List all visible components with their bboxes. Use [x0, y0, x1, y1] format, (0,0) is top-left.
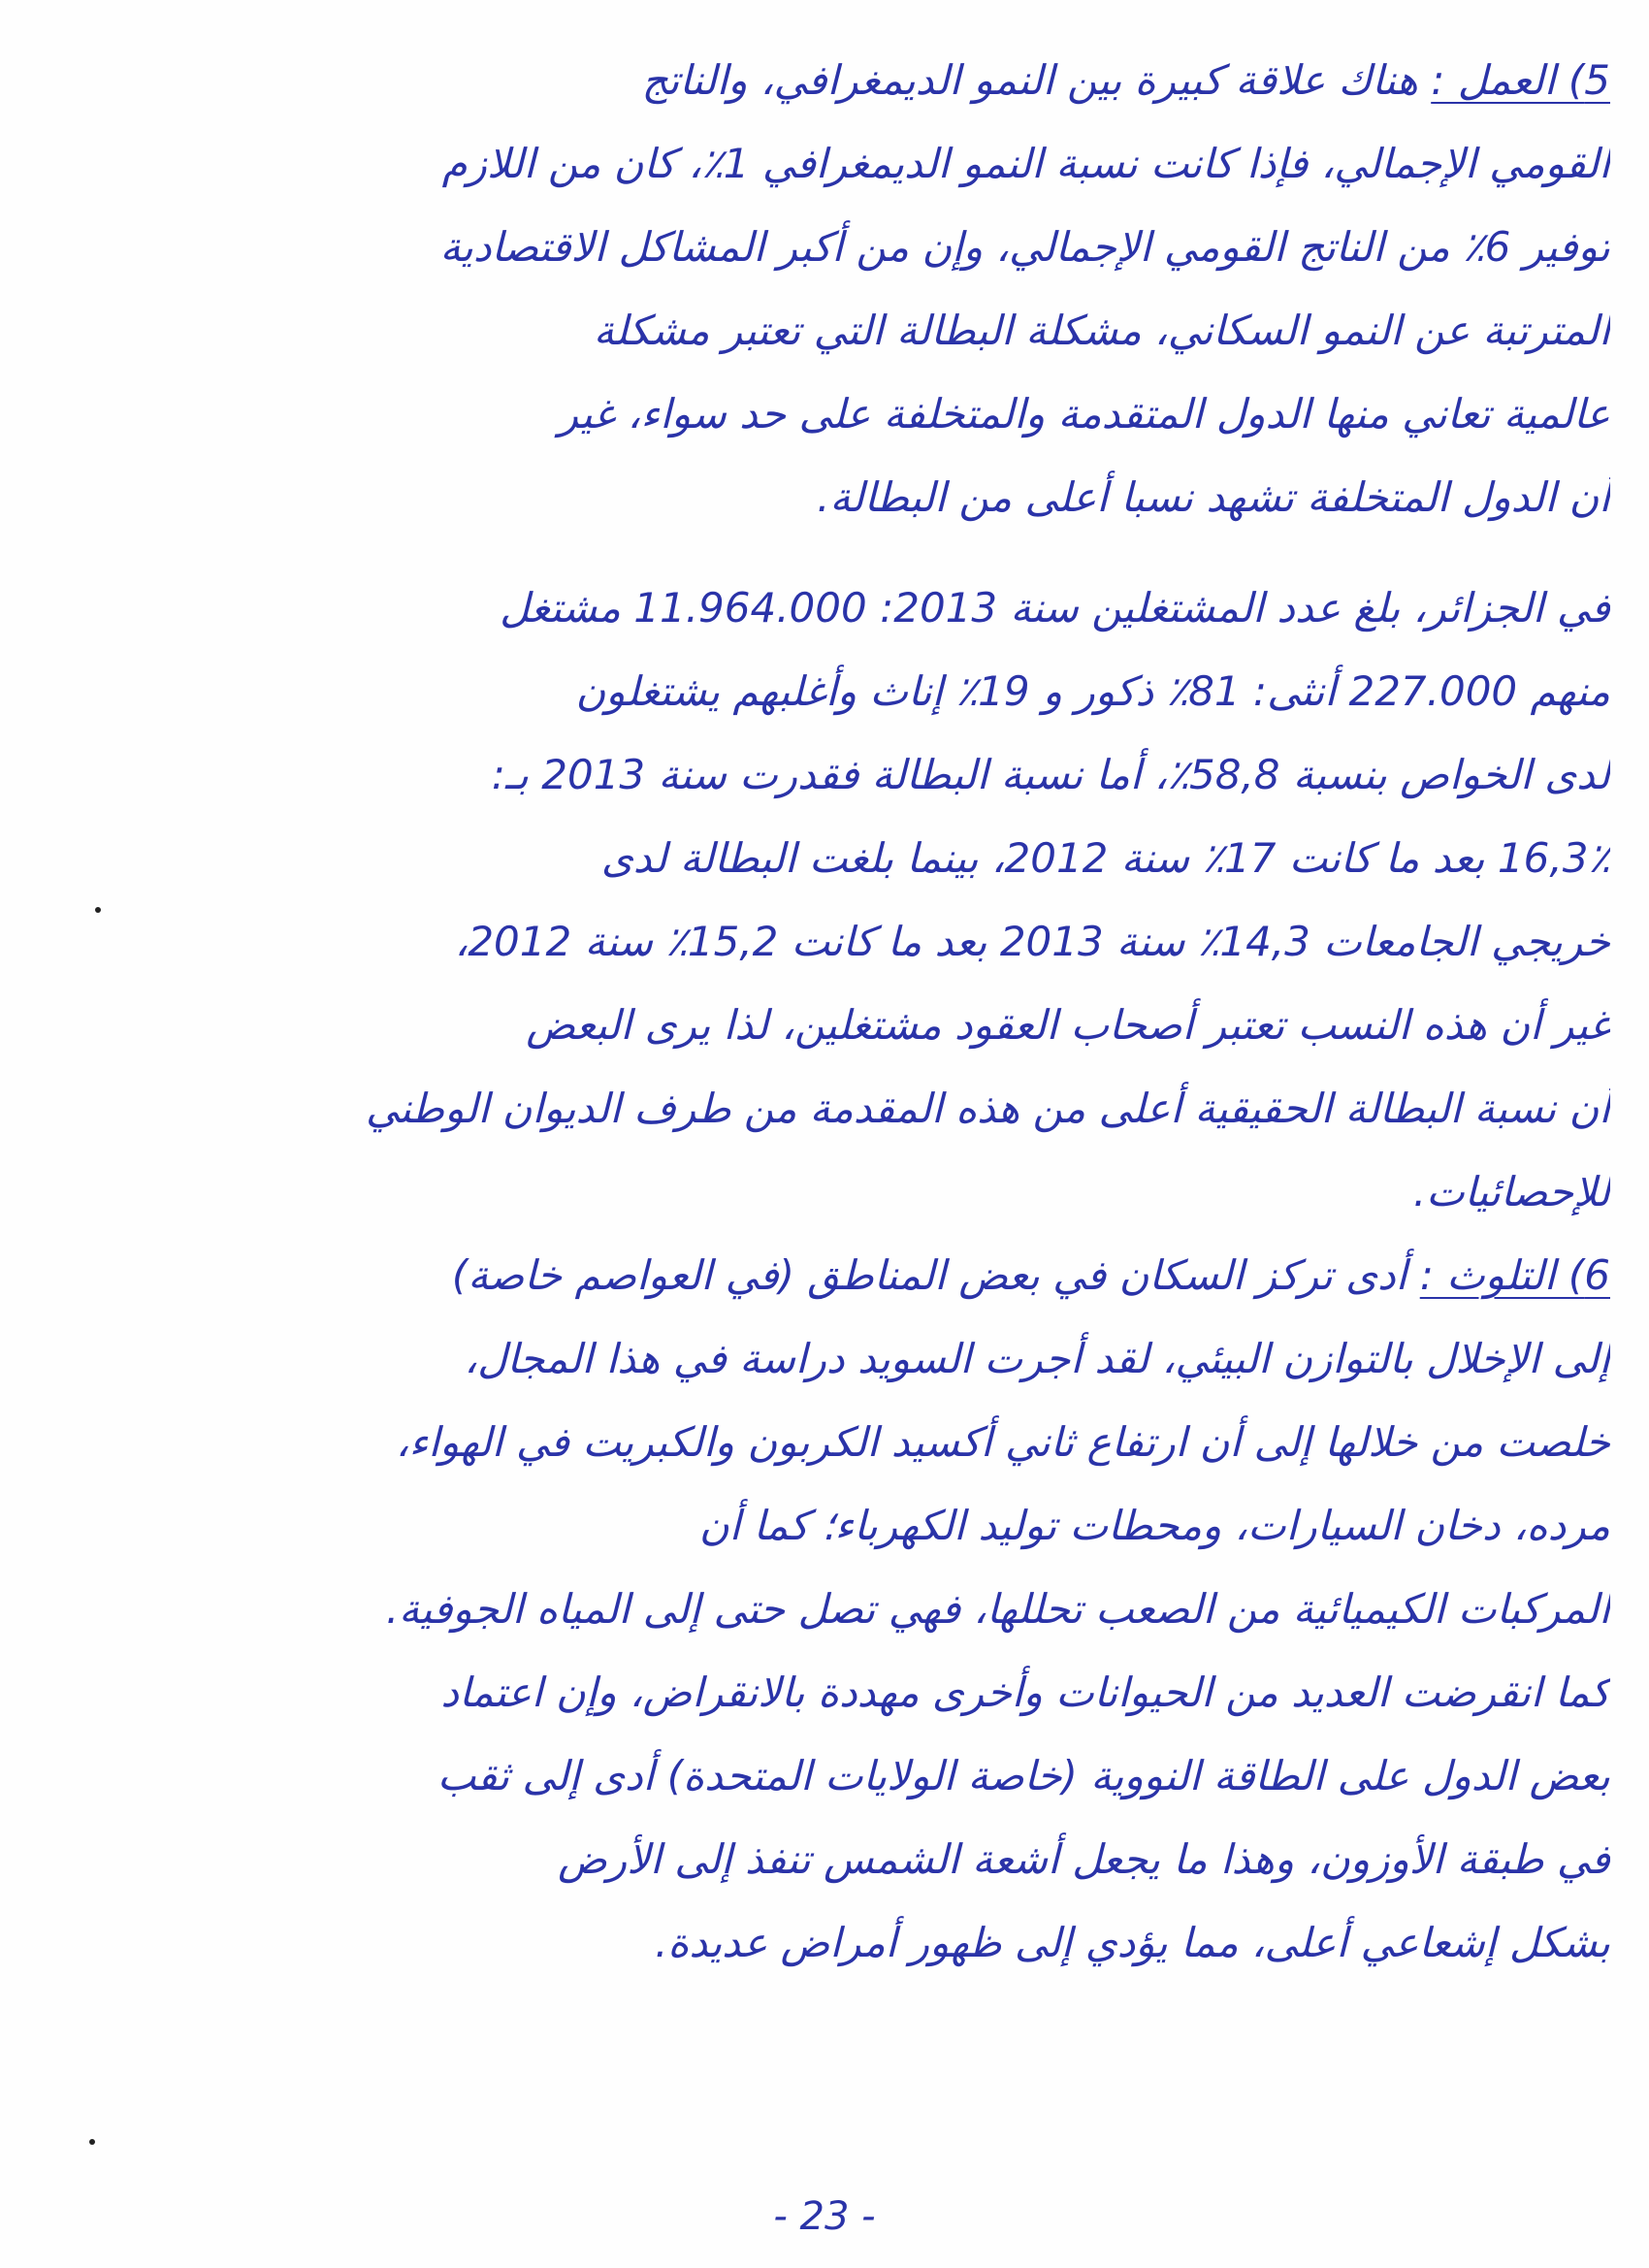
text-line: هناك علاقة كبيرة بين النمو الديمغرافي، والناتج: [641, 56, 1418, 104]
text-line: القومي الإجمالي، فإذا كانت نسبة النمو الديمغرافي 1٪، كان من اللازم: [441, 140, 1610, 187]
section-6-line-1: [131, 1234, 1610, 1317]
algeria-line: أن نسبة البطالة الحقيقية أعلى من هذه المقدمة من طرف الديوان الوطني: [365, 1085, 1610, 1132]
text-line: في طبقة الأوزون، وهذا ما يجعل أشعة الشمس تنفذ إلى الأرض: [558, 1835, 1610, 1883]
section-5-line-1: [131, 39, 1610, 122]
text-line: بشكل إشعاعي أعلى، مما يؤدي إلى ظهور أمراض عديدة.: [655, 1919, 1610, 1966]
algeria-line: لدى الخواص بنسبة 58,8٪، أما نسبة البطالة فقدرت سنة 2013 بـ:: [491, 751, 1610, 798]
algeria-line: للإحصائيات.: [1412, 1168, 1610, 1215]
section-6-heading: 6) التلوث :: [1419, 1251, 1610, 1299]
text-line: أدى تركز السكان في بعض المناطق (في العواصم خاصة): [451, 1251, 1407, 1299]
algeria-line: 16,3٪ بعد ما كانت 17٪ سنة 2012، بينما بلغت البطالة لدى: [600, 834, 1610, 882]
algeria-line: منهم 227.000 أنثى: 81٪ ذكور و 19٪ إناث وأغلبهم يشتغلون: [575, 667, 1610, 715]
text-line: المركبات الكيميائية من الصعب تحللها، فهي تصل حتى إلى المياه الجوفية.: [385, 1585, 1610, 1633]
text-line: المترتبة عن النمو السكاني، مشكلة البطالة التي تعتبر مشكلة: [593, 307, 1610, 354]
text-line: بعض الدول على الطاقة النووية (خاصة الولايات المتحدة) أدى إلى ثقب: [436, 1752, 1610, 1799]
text-line: كما انقرضت العديد من الحيوانات وأخرى مهددة بالانقراض، وإن اعتماد: [440, 1669, 1610, 1716]
ink-dot: [89, 2139, 95, 2145]
ink-dot: [95, 907, 101, 913]
algeria-line: في الجزائر، بلغ عدد المشتغلين سنة 2013: 11.964.000 مشتغل: [500, 584, 1610, 632]
algeria-line: خريجي الجامعات 14,3٪ سنة 2013 بعد ما كانت 15,2٪ سنة 2012،: [454, 918, 1610, 965]
page-number: - 23 -: [773, 2194, 876, 2239]
section-5-heading: 5) العمل :: [1431, 56, 1610, 104]
text-line: توفير 6٪ من الناتج القومي الإجمالي، وإن من أكبر المشاكل الاقتصادية: [439, 223, 1610, 271]
text-line: أن الدول المتخلفة تشهد نسبا أعلى من البطالة.: [817, 473, 1610, 521]
text-line: مرده، دخان السيارات، ومحطات توليد الكهرباء؛ كما أن: [698, 1502, 1610, 1549]
page-text: [131, 39, 1610, 1985]
text-line: عالمية تعاني منها الدول المتقدمة والمتخلفة على حد سواء، غير: [558, 390, 1610, 437]
algeria-line: غير أن هذه النسب تعتبر أصحاب العقود مشتغلين، لذا يرى البعض: [526, 1001, 1610, 1049]
text-line: إلى الإخلال بالتوازن البيئي، لقد أجرت السويد دراسة في هذا المجال،: [464, 1335, 1610, 1382]
text-line: خلصت من خلالها إلى أن ارتفاع ثاني أكسيد الكربون والكبريت في الهواء،: [396, 1418, 1610, 1466]
